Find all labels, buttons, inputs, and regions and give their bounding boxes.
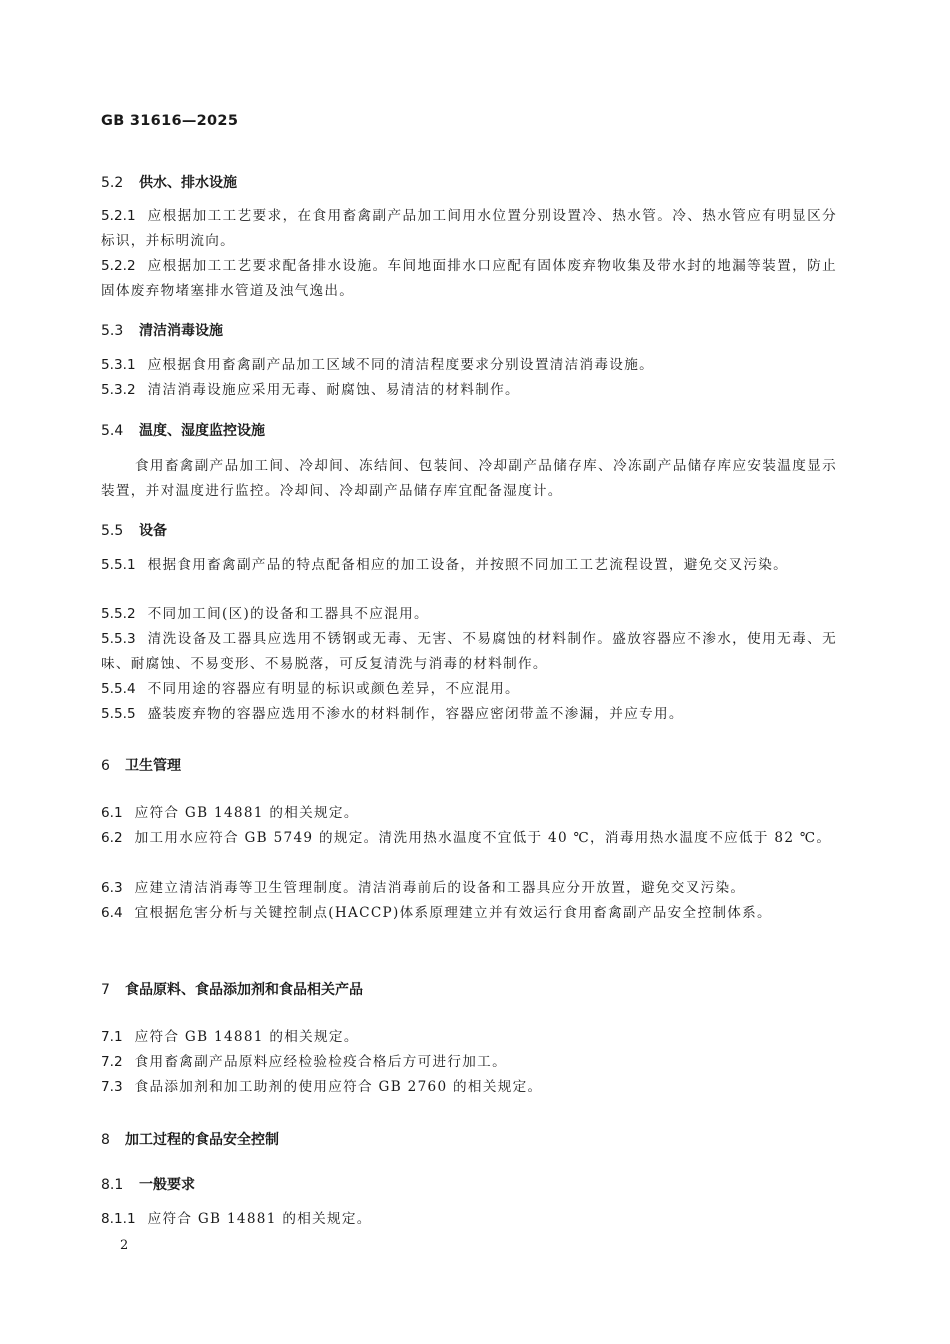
clause-6-3 [101, 876, 837, 901]
standard-code-header: GB 31616—2025 [101, 113, 239, 129]
clause-text: 宜根据危害分析与关键控制点(HACCP)体系原理建立并有效运行食用畜禽副产品安全控制体系。 [134, 905, 772, 921]
clause-5-3-2 [101, 378, 837, 403]
paragraph-5-4 [101, 454, 837, 504]
section-number: 5.5 [101, 523, 124, 539]
section-title: 清洁消毒设施 [139, 323, 223, 339]
section-title: 设备 [139, 523, 167, 539]
clause-text: 不同用途的容器应有明显的标识或颜色差异，不应混用。 [147, 681, 520, 697]
clause-number: 5.5.5 [101, 706, 136, 722]
clause-5-5-3 [101, 627, 837, 677]
clause-text: 根据食用畜禽副产品的特点配备相应的加工设备，并按照不同加工工艺流程设置，避免交叉污染。 [147, 557, 789, 573]
section-number: 5.2 [101, 175, 124, 191]
clause-text: 应建立清洁消毒等卫生管理制度。清洁消毒前后的设备和工器具应分开放置，避免交叉污染。 [134, 880, 746, 896]
section-heading-5-3 [101, 320, 223, 340]
clause-5-5-1 [101, 553, 837, 578]
clause-text: 食品添加剂和加工助剂的使用应符合 GB 2760 的相关规定。 [134, 1079, 543, 1095]
clause-number: 6.2 [101, 830, 123, 846]
clause-number: 7.1 [101, 1029, 123, 1045]
section-heading-8-1 [101, 1174, 195, 1194]
clause-6-1 [101, 801, 837, 826]
clause-text: 清洗设备及工器具应选用不锈钢或无毒、无害、不易腐蚀的材料制作。盛放容器应不渗水，使用无毒、无味、耐腐蚀、不易变形、不易脱落，可反复清洗与消毒的材料制作。 [101, 631, 837, 672]
clause-5-3-1 [101, 353, 837, 378]
section-title: 一般要求 [139, 1177, 195, 1193]
clause-text: 不同加工间(区)的设备和工器具不应混用。 [147, 606, 429, 622]
section-heading-5-4 [101, 420, 265, 440]
clause-text: 应根据加工工艺要求，在食用畜禽副产品加工间用水位置分别设置冷、热水管。冷、热水管应有明显区分标识，并标明流向。 [101, 208, 837, 249]
clause-text: 应符合 GB 14881 的相关规定。 [134, 805, 359, 821]
clause-number: 8.1.1 [101, 1211, 136, 1227]
chapter-number: 6 [101, 758, 110, 774]
clause-number: 5.5.4 [101, 681, 136, 697]
chapter-title: 加工过程的食品安全控制 [125, 1132, 279, 1148]
clause-text: 加工用水应符合 GB 5749 的规定。清洗用热水温度不宜低于 40 ℃，消毒用热水温度不应低于 82 ℃。 [134, 830, 832, 846]
clause-number: 5.2.2 [101, 258, 136, 274]
section-title: 温度、湿度监控设施 [139, 423, 265, 439]
clause-number: 5.5.3 [101, 631, 136, 647]
clause-text: 应根据食用畜禽副产品加工区域不同的清洁程度要求分别设置清洁消毒设施。 [147, 357, 654, 373]
section-number: 5.4 [101, 423, 124, 439]
clause-text: 盛装废弃物的容器应选用不渗水的材料制作，容器应密闭带盖不渗漏，并应专用。 [147, 706, 684, 722]
clause-7-1 [101, 1025, 837, 1050]
clause-7-3 [101, 1075, 837, 1100]
clause-7-2 [101, 1050, 837, 1075]
clause-number: 5.5.1 [101, 557, 136, 573]
paragraph-text: 食用畜禽副产品加工间、冷却间、冻结间、包装间、冷却副产品储存库、冷冻副产品储存库应安装温度显示装置，并对温度进行监控。冷却间、冷却副产品储存库宜配备湿度计。 [101, 458, 837, 499]
clause-5-2-2 [101, 254, 837, 304]
section-heading-5-2 [101, 172, 237, 192]
chapter-title: 食品原料、食品添加剂和食品相关产品 [125, 982, 363, 998]
section-number: 8.1 [101, 1177, 124, 1193]
section-title: 供水、排水设施 [139, 175, 237, 191]
clause-number: 5.5.2 [101, 606, 136, 622]
clause-text: 应根据加工工艺要求配备排水设施。车间地面排水口应配有固体废弃物收集及带水封的地漏等装置，防止固体废弃物堵塞排水管道及浊气逸出。 [101, 258, 837, 299]
clause-6-4 [101, 901, 837, 926]
clause-number: 6.1 [101, 805, 123, 821]
clause-text: 应符合 GB 14881 的相关规定。 [147, 1211, 372, 1227]
chapter-heading-8 [101, 1129, 279, 1149]
clause-5-2-1 [101, 204, 837, 254]
clause-5-5-2 [101, 602, 837, 627]
clause-text: 应符合 GB 14881 的相关规定。 [134, 1029, 359, 1045]
clause-number: 6.4 [101, 905, 123, 921]
clause-number: 7.3 [101, 1079, 123, 1095]
section-heading-5-5 [101, 520, 167, 540]
clause-number: 7.2 [101, 1054, 123, 1070]
clause-text: 清洁消毒设施应采用无毒、耐腐蚀、易清洁的材料制作。 [147, 382, 520, 398]
clause-number: 6.3 [101, 880, 123, 896]
clause-6-2 [101, 826, 837, 851]
chapter-number: 7 [101, 982, 110, 998]
clause-number: 5.2.1 [101, 208, 136, 224]
chapter-heading-6 [101, 755, 181, 775]
chapter-number: 8 [101, 1132, 110, 1148]
section-number: 5.3 [101, 323, 124, 339]
chapter-heading-7 [101, 979, 363, 999]
clause-number: 5.3.1 [101, 357, 136, 373]
page-number: 2 [120, 1238, 129, 1253]
clause-text: 食用畜禽副产品原料应经检验检疫合格后方可进行加工。 [134, 1054, 507, 1070]
clause-5-5-5 [101, 702, 837, 727]
clause-5-5-4 [101, 677, 837, 702]
chapter-title: 卫生管理 [125, 758, 181, 774]
clause-8-1-1 [101, 1207, 837, 1232]
clause-number: 5.3.2 [101, 382, 136, 398]
